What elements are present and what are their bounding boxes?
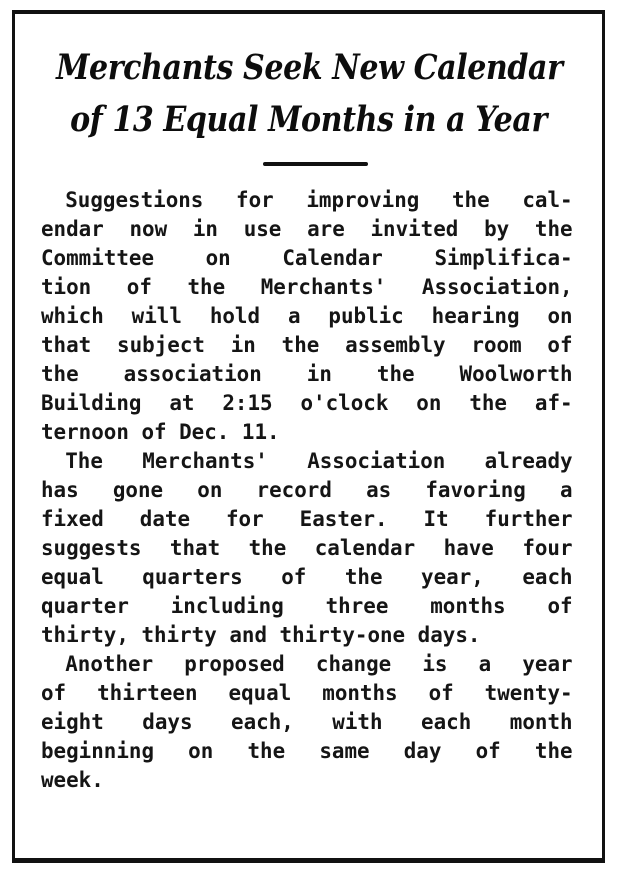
paragraph-3 bbox=[41, 650, 573, 795]
text-line: of thirteen equal months of twenty- bbox=[41, 681, 573, 706]
headline-line-2: of 13 Equal Months in a Year bbox=[70, 99, 547, 140]
text-line: week. bbox=[41, 768, 104, 793]
text-line: which will hold a public hearing on bbox=[41, 304, 573, 329]
text-line: Committee on Calendar Simplifica- bbox=[41, 246, 573, 271]
text-line: fixed date for Easter. It further bbox=[41, 507, 573, 532]
text-line: Suggestions for improving the cal- bbox=[65, 188, 573, 213]
paragraph-1 bbox=[41, 186, 573, 447]
text-line: Building at 2:15 o'clock on the af- bbox=[41, 391, 573, 416]
text-line: Another proposed change is a year bbox=[65, 652, 573, 677]
paragraph-2 bbox=[41, 447, 573, 650]
article-body bbox=[41, 186, 573, 795]
text-line: The Merchants' Association already bbox=[65, 449, 573, 474]
text-line: eight days each, with each month bbox=[41, 710, 573, 735]
text-line: beginning on the same day of the bbox=[41, 739, 573, 764]
headline-line-1: Merchants Seek New Calendar bbox=[56, 47, 563, 88]
headline-separator-rule bbox=[263, 162, 368, 166]
text-line: endar now in use are invited by the bbox=[41, 217, 573, 242]
text-line: quarter including three months of bbox=[41, 594, 573, 619]
text-line: equal quarters of the year, each bbox=[41, 565, 573, 590]
text-line: suggests that the calendar have four bbox=[41, 536, 573, 561]
text-line: tion of the Merchants' Association, bbox=[41, 275, 573, 300]
text-line: has gone on record as favoring a bbox=[41, 478, 573, 503]
text-line: ternoon of Dec. 11. bbox=[41, 420, 280, 445]
article-clipping-border bbox=[12, 10, 605, 863]
text-line: the association in the Woolworth bbox=[41, 362, 573, 387]
article-headline bbox=[56, 42, 561, 146]
text-line: that subject in the assembly room of bbox=[41, 333, 573, 358]
text-line: thirty, thirty and thirty-one days. bbox=[41, 623, 481, 648]
